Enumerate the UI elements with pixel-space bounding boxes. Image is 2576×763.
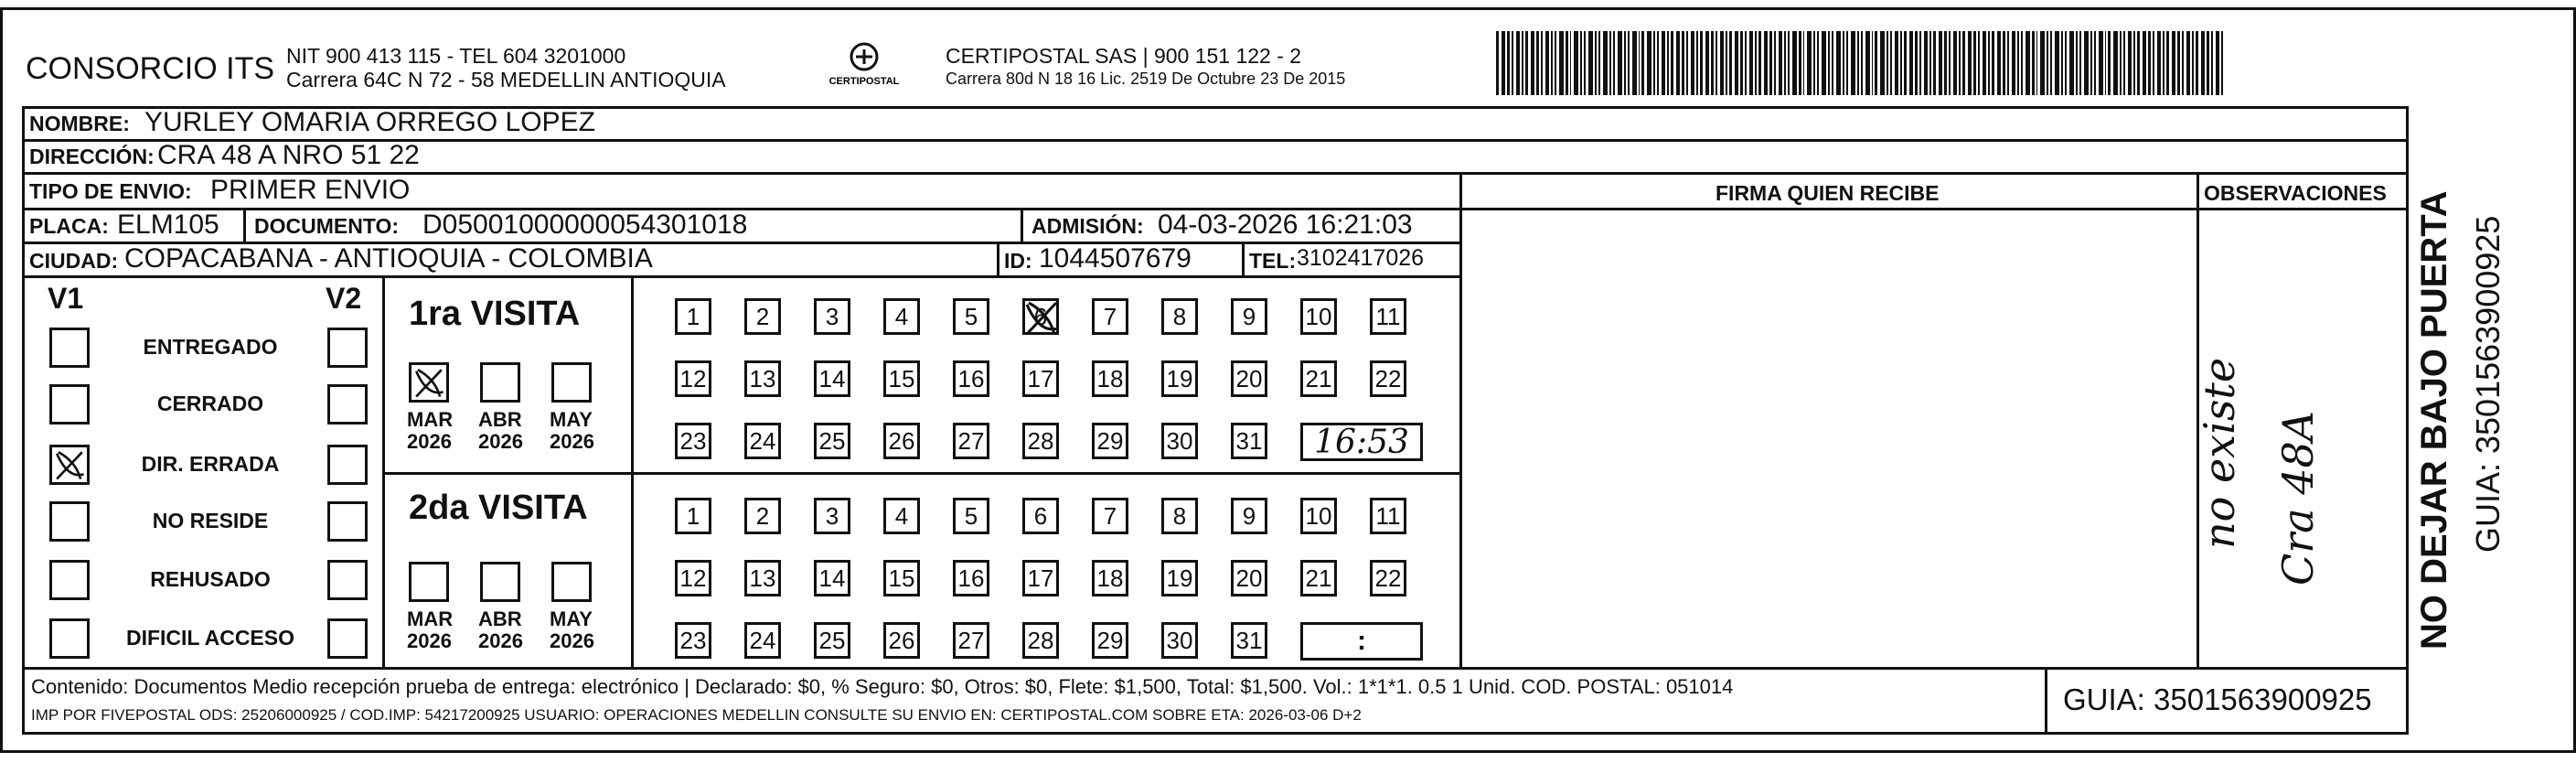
day-box[interactable]: 2 [744, 298, 781, 335]
barcode-bar [2055, 31, 2058, 95]
day-box[interactable]: 15 [883, 560, 920, 596]
day-box[interactable]: 10 [1300, 498, 1337, 534]
day-box[interactable]: 5 [953, 498, 989, 534]
month-label: MAR [407, 607, 454, 630]
status-option-label: NO RESIDE [152, 509, 269, 532]
day-box[interactable]: 3 [814, 498, 850, 534]
month-checkbox[interactable] [551, 362, 592, 403]
barcode-bar [1983, 31, 1986, 95]
time-value: : [1357, 626, 1366, 656]
barcode-bar [2094, 31, 2096, 95]
tipo-envio-label: TIPO DE ENVIO: [29, 179, 192, 203]
barcode-bar [2221, 31, 2223, 95]
barcode-bar [2192, 31, 2194, 95]
barcode-bar [2108, 31, 2111, 95]
day-box[interactable]: 29 [1092, 622, 1128, 659]
time-value: 16:53 [1314, 423, 1409, 461]
barcode-bar [1516, 31, 1520, 95]
day-box[interactable]: 25 [814, 423, 850, 459]
barcode-bar [1817, 31, 1820, 95]
status-option-label: DIFICIL ACCESO [125, 626, 294, 650]
barcode-bar [1624, 31, 1627, 95]
day-box[interactable]: 30 [1161, 622, 1198, 659]
day-box[interactable]: 16 [953, 560, 989, 596]
day-box[interactable]: 22 [1370, 360, 1406, 397]
barcode-bar [1953, 31, 1957, 95]
barcode-bar [1559, 31, 1563, 95]
barcode-bar [2003, 31, 2005, 95]
month-label: MAY [550, 408, 593, 431]
barcode-bar [2120, 31, 2122, 95]
company-name: CONSORCIO ITS [26, 51, 275, 86]
year-label: 2026 [407, 430, 452, 453]
barcode-bar [2105, 31, 2107, 95]
certipostal-logo [823, 38, 905, 93]
barcode-bar [1890, 31, 1892, 95]
day-box[interactable]: 2 [744, 498, 781, 534]
month-checkbox[interactable] [409, 362, 449, 403]
barcode-bar [1609, 31, 1611, 95]
barcode-bar [2012, 31, 2015, 95]
barcode-bar [1944, 31, 1947, 95]
day-box[interactable]: 20 [1231, 360, 1267, 397]
barcode-bar [1691, 31, 1694, 95]
day-box[interactable]: 14 [814, 360, 850, 397]
barcode-bar [1598, 31, 1600, 95]
barcode-bar [1779, 31, 1782, 95]
nit-line: NIT 900 413 115 - TEL 604 3201000 [286, 44, 626, 68]
placa-label: PLACA: [29, 214, 109, 238]
barcode-bar [1720, 31, 1724, 95]
barcode-bar [2047, 31, 2048, 95]
year-label: 2026 [407, 629, 452, 652]
barcode-bar [2143, 31, 2146, 95]
day-box[interactable]: 24 [744, 423, 781, 459]
footer-contenido: Contenido: Documentos Medio recepción prueba de entrega: electrónico | Declarado: $0, % Seguro: $0, Otros: $0, Flete: $1,500, Total: $1,500. Vol.: 1*1*1. 0.5 1 Unid. COD. POSTAL: 051014 [31, 675, 1734, 698]
barcode-bar [1851, 31, 1855, 95]
ciudad-value: COPACABANA - ANTIOQUIA - COLOMBIA [124, 243, 653, 274]
v1-checkbox[interactable] [49, 384, 90, 424]
barcode-bar [1900, 31, 1902, 95]
id-label: ID: [1004, 249, 1032, 273]
day-box[interactable]: 20 [1231, 560, 1267, 596]
day-box[interactable]: 6 [1022, 498, 1059, 534]
month-label: MAR [407, 408, 454, 431]
barcode-bar [2036, 31, 2038, 95]
time-box[interactable] [1300, 423, 1423, 461]
barcode-bar [1904, 31, 1907, 95]
day-box[interactable]: 27 [953, 423, 989, 459]
day-box[interactable]: 26 [883, 622, 920, 659]
barcode-bar [2201, 31, 2205, 95]
visit-2-title: 2da VISITA [409, 489, 588, 527]
day-box[interactable]: 13 [744, 560, 781, 596]
barcode-bar [1525, 31, 1528, 95]
barcode-bar [1909, 31, 1913, 95]
day-box[interactable]: 17 [1022, 560, 1059, 596]
v2-checkbox[interactable] [327, 384, 368, 424]
barcode-bar [1541, 31, 1543, 95]
barcode-bar [1764, 31, 1768, 95]
barcode-bar [2186, 31, 2190, 95]
side-guia: GUIA: 3501563900925 [2469, 215, 2507, 553]
day-box[interactable]: 12 [675, 560, 711, 596]
day-box[interactable]: 4 [883, 298, 920, 335]
barcode-bar [1832, 31, 1833, 95]
v1-header: V1 [48, 282, 84, 315]
day-box[interactable]: 15 [883, 360, 920, 397]
barcode-bar [1992, 31, 1994, 95]
barcode-bar [1828, 31, 1831, 95]
visit-1-title: 1ra VISITA [409, 295, 581, 333]
barcode-bar [1997, 31, 2001, 95]
year-label: 2026 [550, 430, 594, 453]
barcode-bar [2076, 31, 2078, 95]
tipo-envio-value: PRIMER ENVIO [210, 175, 411, 205]
day-box[interactable]: 10 [1300, 298, 1337, 335]
month-label: ABR [478, 408, 522, 431]
barcode-bar [1729, 31, 1732, 95]
barcode-bar [1880, 31, 1884, 95]
barcode-bar [1566, 31, 1568, 95]
documento-label: DOCUMENTO: [254, 214, 400, 238]
ciudad-label: CIUDAD: [29, 249, 119, 273]
v1-checkbox[interactable] [49, 501, 90, 542]
barcode-bar [1861, 31, 1863, 95]
barcode-bar [1895, 31, 1898, 95]
day-box[interactable]: 18 [1092, 360, 1128, 397]
barcode-bar [1632, 31, 1636, 95]
direccion-label: DIRECCIÓN: [29, 145, 155, 168]
barcode-bar [1788, 31, 1790, 95]
barcode-bar [1740, 31, 1743, 95]
placa-value: ELM105 [117, 210, 219, 240]
barcode-bar [1774, 31, 1776, 95]
v2-checkbox[interactable] [327, 445, 368, 485]
barcode-bar [1735, 31, 1738, 95]
barcode-bar [1813, 31, 1815, 95]
observacion-line-1: no existe [2195, 357, 2244, 549]
v1-checkbox[interactable] [49, 445, 90, 485]
barcode-bar [1915, 31, 1918, 95]
day-box[interactable]: 28 [1022, 622, 1059, 659]
day-box[interactable]: 11 [1370, 298, 1406, 335]
barcode-bar [2196, 31, 2198, 95]
barcode-bar [1726, 31, 1727, 95]
barcode-bar [2133, 31, 2135, 95]
barcode-bar [1657, 31, 1659, 95]
barcode-bar [1887, 31, 1889, 95]
barcode-bar [2061, 31, 2064, 95]
day-box[interactable]: 21 [1300, 560, 1337, 596]
barcode-bar [1613, 31, 1616, 95]
observacion-line-2: Cra 48A [2273, 411, 2323, 586]
day-box[interactable]: 26 [883, 423, 920, 459]
v1-checkbox[interactable] [49, 560, 90, 600]
day-box[interactable]: 4 [883, 498, 920, 534]
day-box[interactable]: 22 [1370, 560, 1406, 596]
barcode-bar [2084, 31, 2088, 95]
barcode-bar [1822, 31, 1825, 95]
barcode-bar [2026, 31, 2029, 95]
barcode-bar [2069, 31, 2073, 95]
barcode-bar [1755, 31, 1757, 95]
barcode-bar [1745, 31, 1747, 95]
carrier-license: Carrera 80d N 18 16 Lic. 2519 De Octubre 23 De 2015 [946, 70, 1346, 88]
barcode-bar [1618, 31, 1621, 95]
direccion-value: CRA 48 A NRO 51 22 [157, 140, 420, 170]
barcode-bar [1700, 31, 1703, 95]
admision-label: ADMISIÓN: [1031, 214, 1144, 238]
day-check-mark [1021, 297, 1062, 338]
barcode-bar [1846, 31, 1849, 95]
barcode-bar [1929, 31, 1931, 95]
barcode-bar [1676, 31, 1680, 95]
barcode-bar [1716, 31, 1717, 95]
time-box[interactable] [1300, 622, 1423, 661]
tel-value: 3102417026 [1297, 245, 1425, 271]
day-box[interactable]: 31 [1231, 423, 1267, 459]
barcode-bar [2021, 31, 2024, 95]
barcode-bar [1639, 31, 1641, 95]
barcode-bar [1522, 31, 1523, 95]
barcode-bar [1667, 31, 1669, 95]
barcode-bar [1959, 31, 1961, 95]
barcode-bar [2148, 31, 2151, 95]
barcode-bar [2137, 31, 2140, 95]
day-box[interactable]: 19 [1161, 360, 1198, 397]
barcode-bar [2065, 31, 2067, 95]
footer-guia: GUIA: 3501563900925 [2063, 682, 2372, 716]
side-warning: NO DEJAR BAJO PUERTA [2414, 190, 2454, 650]
barcode-bar [1939, 31, 1942, 95]
barcode-bar [1662, 31, 1665, 95]
day-box[interactable]: 6 [1022, 298, 1059, 335]
barcode-bar [1758, 31, 1761, 95]
barcode-bar [2123, 31, 2125, 95]
day-box[interactable]: 1 [675, 498, 711, 534]
barcode-bar [1705, 31, 1709, 95]
barcode-bar [1603, 31, 1607, 95]
day-box[interactable]: 9 [1231, 498, 1267, 534]
v1-checkbox[interactable] [49, 618, 90, 659]
nombre-value: YURLEY OMARIA ORREGO LOPEZ [144, 107, 595, 137]
day-box[interactable]: 9 [1231, 298, 1267, 335]
barcode-bar [1595, 31, 1598, 95]
documento-value: D05001000000054301018 [422, 210, 748, 240]
barcode-bar [1696, 31, 1698, 95]
status-option-label: DIR. ERRADA [141, 452, 280, 476]
barcode-bar [1574, 31, 1577, 95]
svg-text:CERTIPOSTAL: CERTIPOSTAL [828, 76, 900, 87]
barcode-bar [1919, 31, 1921, 95]
barcode-bar [1933, 31, 1936, 95]
day-box[interactable]: 30 [1161, 423, 1198, 459]
address-line: Carrera 64C N 72 - 58 MEDELLIN ANTIOQUIA [286, 68, 726, 91]
barcode-bar [2157, 31, 2161, 95]
day-box[interactable]: 7 [1092, 298, 1128, 335]
barcode-bar [1647, 31, 1651, 95]
barcode-bar [1803, 31, 1805, 95]
barcode-bar [2128, 31, 2132, 95]
day-box[interactable]: 8 [1161, 498, 1198, 534]
barcode-bar [1628, 31, 1630, 95]
day-box[interactable]: 28 [1022, 423, 1059, 459]
barcode-bar [1682, 31, 1684, 95]
barcode-bar [1978, 31, 1980, 95]
observacion-handwritten [2195, 357, 2405, 659]
barcode-bar [1988, 31, 1990, 95]
barcode-bar [1502, 31, 1505, 95]
v1-checkbox[interactable] [49, 328, 90, 368]
barcode-bar [2172, 31, 2175, 95]
day-box[interactable]: 5 [953, 298, 989, 335]
day-box[interactable]: 31 [1231, 622, 1267, 659]
month-label: ABR [478, 607, 522, 630]
barcode [1496, 31, 2225, 95]
barcode-bar [1949, 31, 1951, 95]
barcode-bar [1570, 31, 1572, 95]
id-value: 1044507679 [1039, 243, 1192, 274]
barcode-bar [1749, 31, 1753, 95]
year-label: 2026 [478, 430, 523, 453]
v2-checkbox[interactable] [327, 560, 368, 600]
status-option-label: ENTREGADO [143, 335, 278, 359]
barcode-bar [1968, 31, 1972, 95]
v2-header: V2 [326, 282, 362, 315]
barcode-bar [2040, 31, 2044, 95]
month-label: MAY [550, 607, 593, 630]
day-box[interactable]: 16 [953, 360, 989, 397]
admision-value: 04-03-2026 16:21:03 [1158, 210, 1413, 240]
day-box[interactable]: 7 [1092, 498, 1128, 534]
day-box[interactable]: 13 [744, 360, 781, 397]
barcode-bar [1671, 31, 1673, 95]
barcode-bar [1551, 31, 1553, 95]
barcode-bar [1584, 31, 1587, 95]
year-label: 2026 [478, 629, 523, 652]
barcode-bar [1531, 31, 1534, 95]
barcode-bar [2153, 31, 2154, 95]
barcode-bar [1711, 31, 1714, 95]
carrier-line: CERTIPOSTAL SAS | 900 151 122 - 2 [946, 44, 1302, 68]
barcode-bar [1799, 31, 1801, 95]
barcode-bar [1924, 31, 1928, 95]
month-checkbox[interactable] [409, 562, 449, 602]
barcode-bar [1588, 31, 1592, 95]
day-box[interactable]: 11 [1370, 498, 1406, 534]
barcode-bar [1536, 31, 1539, 95]
barcode-bar [2211, 31, 2213, 95]
month-checkbox[interactable] [480, 362, 520, 403]
day-box[interactable]: 19 [1161, 560, 1198, 596]
barcode-bar [2177, 31, 2180, 95]
barcode-bar [1496, 31, 1499, 95]
day-box[interactable]: 12 [675, 360, 711, 397]
barcode-bar [1686, 31, 1688, 95]
nombre-label: NOMBRE: [29, 112, 130, 135]
footer-imp: IMP POR FIVEPOSTAL ODS: 25206000925 / COD.IMP: 54217200925 USUARIO: OPERACIONES MEDELLIN CONSULTE SU ENVIO EN: CERTIPOSTAL.COM SOBRE ETA: 2026-03-06 D+2 [31, 706, 1362, 724]
month-checkbox[interactable] [551, 562, 592, 602]
barcode-bar [1857, 31, 1860, 95]
month-checkbox[interactable] [480, 562, 520, 602]
barcode-bar [2090, 31, 2093, 95]
barcode-bar [1555, 31, 1557, 95]
barcode-bar [1641, 31, 1644, 95]
day-box[interactable]: 21 [1300, 360, 1337, 397]
day-box[interactable]: 24 [744, 622, 781, 659]
barcode-bar [1769, 31, 1772, 95]
day-box[interactable]: 23 [675, 423, 711, 459]
status-option-label: REHUSADO [150, 567, 271, 591]
barcode-bar [1875, 31, 1877, 95]
barcode-bar [1580, 31, 1582, 95]
day-box[interactable]: 3 [814, 298, 850, 335]
barcode-bar [1792, 31, 1796, 95]
barcode-bar [1512, 31, 1513, 95]
barcode-bar [1507, 31, 1510, 95]
v2-checkbox[interactable] [327, 501, 368, 542]
barcode-bar [2017, 31, 2019, 95]
barcode-bar [1545, 31, 1549, 95]
barcode-bar [1865, 31, 1869, 95]
v2-checkbox[interactable] [327, 618, 368, 659]
tel-label: TEL: [1249, 249, 1297, 273]
barcode-bar [2050, 31, 2053, 95]
day-box[interactable]: 25 [814, 622, 850, 659]
barcode-bar [2032, 31, 2035, 95]
day-box[interactable]: 1 [675, 298, 711, 335]
status-option-label: CERRADO [156, 392, 264, 415]
barcode-bar [1973, 31, 1976, 95]
barcode-bar [1807, 31, 1811, 95]
day-box[interactable]: 14 [814, 560, 850, 596]
barcode-bar [1962, 31, 1965, 95]
barcode-bar [1653, 31, 1656, 95]
observaciones-header: OBSERVACIONES [2204, 181, 2387, 205]
day-box[interactable]: 27 [953, 622, 989, 659]
day-box[interactable]: 17 [1022, 360, 1059, 397]
barcode-bar [2163, 31, 2164, 95]
barcode-bar [2099, 31, 2102, 95]
barcode-bar [2216, 31, 2219, 95]
barcode-bar [2113, 31, 2117, 95]
barcode-bar [1872, 31, 1874, 95]
barcode-bar [2182, 31, 2184, 95]
v2-checkbox[interactable] [327, 328, 368, 368]
year-label: 2026 [550, 629, 594, 652]
barcode-bar [1843, 31, 1844, 95]
barcode-bar [2166, 31, 2169, 95]
firma-header: FIRMA QUIEN RECIBE [1716, 181, 1940, 205]
day-box[interactable]: 18 [1092, 560, 1128, 596]
barcode-bar [1784, 31, 1786, 95]
barcode-bar [2079, 31, 2082, 95]
barcode-bar [2007, 31, 2009, 95]
day-box[interactable]: 23 [675, 622, 711, 659]
day-box[interactable]: 29 [1092, 423, 1128, 459]
barcode-bar [2207, 31, 2209, 95]
barcode-bar [1836, 31, 1840, 95]
day-box[interactable]: 8 [1161, 298, 1198, 335]
